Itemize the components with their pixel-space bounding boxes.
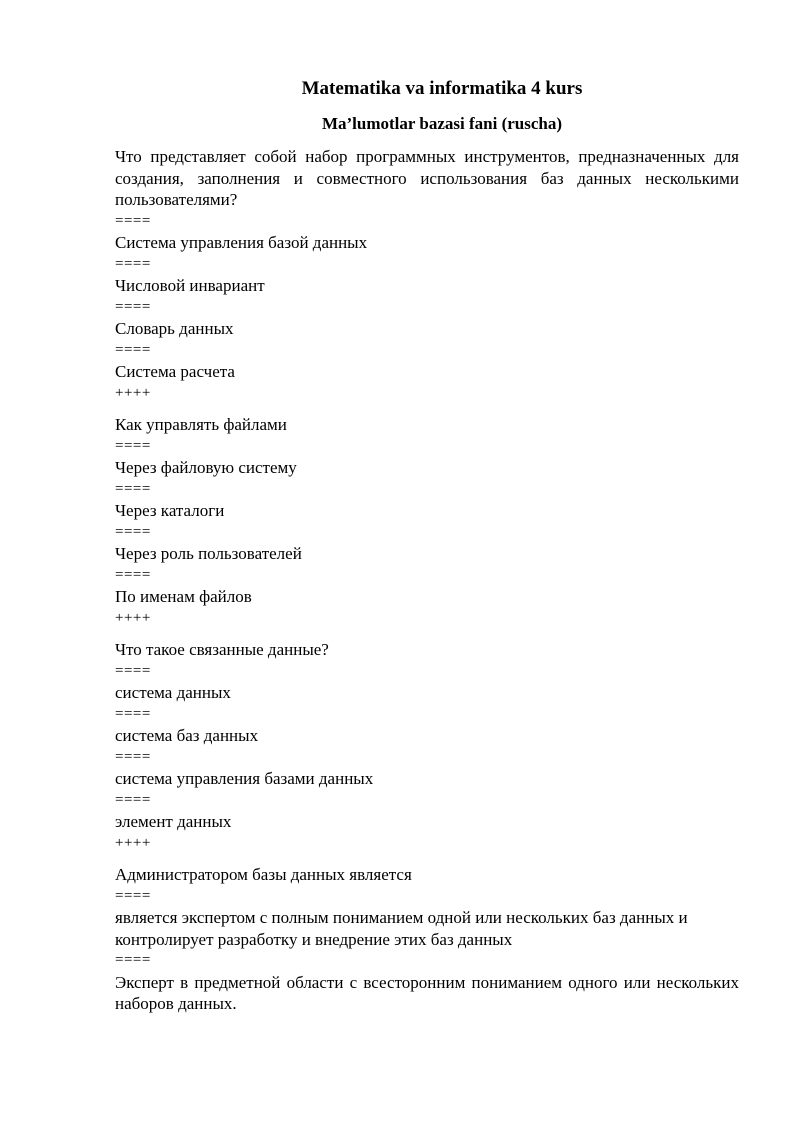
question-block (115, 414, 739, 629)
separator: ==== (115, 952, 151, 968)
end-marker: ++++ (115, 609, 151, 626)
separator: ==== (115, 341, 151, 358)
answer-option: Эксперт в предметной области с всесторонним пониманием одного или нескольких наборов данных. (115, 972, 739, 1013)
separator: ==== (115, 480, 151, 497)
question-text: Как управлять файлами (115, 415, 287, 434)
answer-option: По именам файлов (115, 587, 252, 606)
separator: ==== (115, 887, 151, 904)
document-page (115, 76, 739, 1025)
question-block (115, 639, 739, 854)
separator: ==== (115, 705, 151, 722)
question-block (115, 146, 739, 404)
question-block (115, 864, 739, 1015)
separator: ==== (115, 566, 151, 583)
answer-option: Словарь данных (115, 319, 234, 338)
answer-option: Через каталоги (115, 501, 225, 520)
separator: ==== (115, 523, 151, 540)
answer-option: Числовой инвариант (115, 276, 265, 295)
document-subtitle: Ma’lumotlar bazasi fani (ruscha) (321, 114, 563, 133)
question-text: Что представляет собой набор программных инструментов, предназначенных для создания, заполнения и совместного использования баз данных несколькими пользователями? (115, 147, 739, 209)
end-marker: ++++ (115, 384, 151, 401)
separator: ==== (115, 437, 151, 454)
answer-option: система данных (115, 683, 231, 702)
answer-option: система управления базами данных (115, 769, 374, 788)
separator: ==== (115, 791, 151, 808)
separator: ==== (115, 662, 151, 679)
end-marker: ++++ (115, 834, 151, 851)
separator: ==== (115, 212, 151, 229)
answer-option: Через роль пользователей (115, 544, 302, 563)
answer-option: является экспертом с полным пониманием одной или нескольких баз данных и контролирует разработку и внедрение этих баз данных (115, 908, 688, 949)
separator: ==== (115, 748, 151, 765)
answer-option: Система управления базой данных (115, 233, 368, 252)
separator: ==== (115, 255, 151, 272)
answer-option: Система расчета (115, 362, 235, 381)
answer-option: Через файловую систему (115, 458, 297, 477)
question-text: Что такое связанные данные? (115, 640, 329, 659)
document-title: Matematika va informatika 4 kurs (301, 78, 583, 99)
answer-option: система баз данных (115, 726, 259, 745)
separator: ==== (115, 298, 151, 315)
answer-option: элемент данных (115, 812, 232, 831)
question-text: Администратором базы данных является (115, 865, 412, 884)
